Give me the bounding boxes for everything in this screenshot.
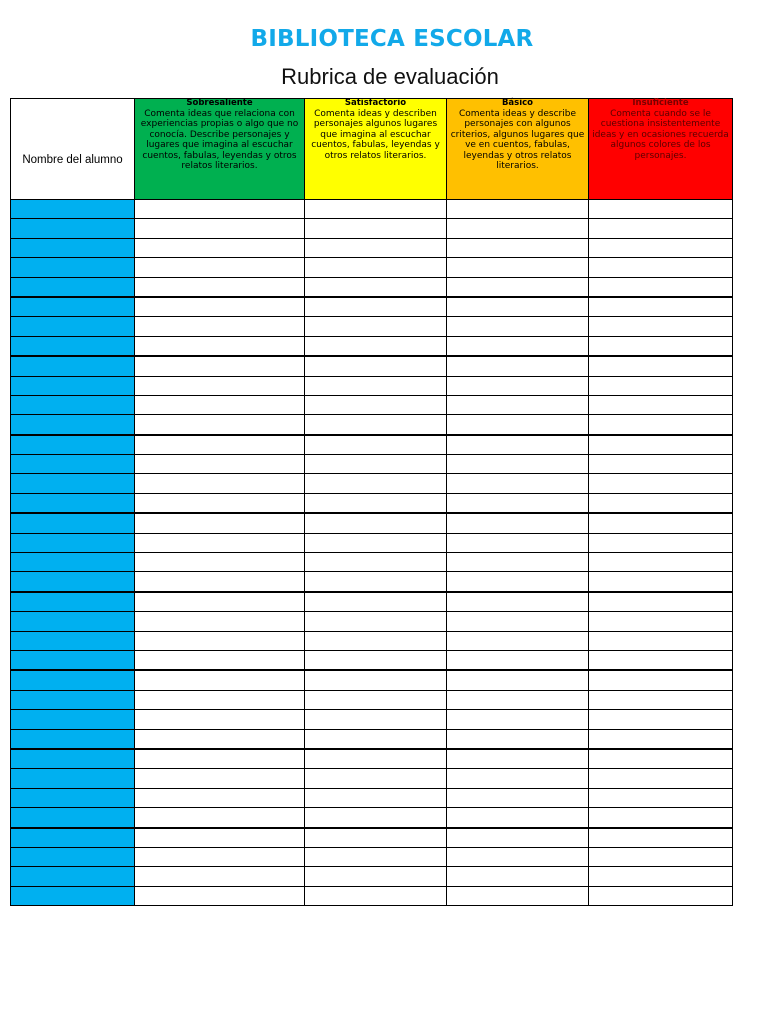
- student-row: [11, 729, 733, 749]
- student-row: [11, 867, 733, 886]
- level-description-satisfactorio: Comenta ideas y describen personajes algunos lugares que imagina al escuchar cuentos, fabulas, leyendas y otros relatos literarios.: [311, 108, 440, 161]
- evaluation-cell-sobresaliente[interactable]: [135, 238, 305, 257]
- rubric-body: [11, 200, 733, 906]
- evaluation-cell-basico[interactable]: [447, 710, 589, 729]
- evaluation-cell-insuficiente[interactable]: [589, 769, 733, 788]
- student-row: [11, 493, 733, 513]
- student-name-cell[interactable]: [11, 690, 135, 709]
- evaluation-cell-insuficiente[interactable]: [589, 455, 733, 474]
- evaluation-cell-insuficiente[interactable]: [589, 670, 733, 690]
- evaluation-cell-sobresaliente[interactable]: [135, 297, 305, 317]
- student-row: [11, 336, 733, 356]
- evaluation-cell-satisfactorio[interactable]: [305, 847, 447, 866]
- student-name-cell[interactable]: [11, 200, 135, 219]
- student-name-cell[interactable]: [11, 572, 135, 592]
- evaluation-cell-basico[interactable]: [447, 828, 589, 848]
- evaluation-cell-basico[interactable]: [447, 513, 589, 533]
- student-name-cell[interactable]: [11, 592, 135, 612]
- evaluation-cell-basico[interactable]: [447, 788, 589, 807]
- evaluation-cell-basico[interactable]: [447, 356, 589, 376]
- evaluation-cell-satisfactorio[interactable]: [305, 297, 447, 317]
- student-name-cell[interactable]: [11, 612, 135, 631]
- evaluation-cell-basico[interactable]: [447, 729, 589, 749]
- student-name-cell[interactable]: [11, 769, 135, 788]
- evaluation-cell-sobresaliente[interactable]: [135, 200, 305, 219]
- level-title-sobresaliente: Sobresaliente: [186, 98, 253, 108]
- evaluation-cell-basico[interactable]: [447, 297, 589, 317]
- evaluation-cell-insuficiente[interactable]: [589, 474, 733, 493]
- evaluation-cell-basico[interactable]: [447, 867, 589, 886]
- evaluation-cell-insuficiente[interactable]: [589, 297, 733, 317]
- evaluation-cell-satisfactorio[interactable]: [305, 631, 447, 650]
- student-name-cell[interactable]: [11, 749, 135, 769]
- evaluation-cell-satisfactorio[interactable]: [305, 455, 447, 474]
- student-name-cell[interactable]: [11, 828, 135, 848]
- evaluation-cell-sobresaliente[interactable]: [135, 572, 305, 592]
- student-name-cell[interactable]: [11, 238, 135, 257]
- evaluation-cell-insuficiente[interactable]: [589, 415, 733, 435]
- evaluation-cell-satisfactorio[interactable]: [305, 376, 447, 395]
- evaluation-cell-insuficiente[interactable]: [589, 592, 733, 612]
- evaluation-cell-insuficiente[interactable]: [589, 828, 733, 848]
- student-name-cell[interactable]: [11, 533, 135, 552]
- evaluation-cell-insuficiente[interactable]: [589, 650, 733, 670]
- evaluation-cell-insuficiente[interactable]: [589, 612, 733, 631]
- evaluation-cell-insuficiente[interactable]: [589, 258, 733, 277]
- student-name-cell[interactable]: [11, 336, 135, 356]
- student-row: [11, 650, 733, 670]
- student-name-cell[interactable]: [11, 435, 135, 455]
- evaluation-cell-sobresaliente[interactable]: [135, 533, 305, 552]
- evaluation-cell-satisfactorio[interactable]: [305, 592, 447, 612]
- student-name-cell[interactable]: [11, 867, 135, 886]
- evaluation-cell-satisfactorio[interactable]: [305, 493, 447, 513]
- level-title-insuficiente: Insuficiente: [632, 98, 689, 108]
- student-name-header: [11, 99, 135, 200]
- evaluation-cell-insuficiente[interactable]: [589, 513, 733, 533]
- evaluation-cell-sobresaliente[interactable]: [135, 435, 305, 455]
- student-row: [11, 572, 733, 592]
- evaluation-cell-insuficiente[interactable]: [589, 200, 733, 219]
- student-name-header-label: Nombre del alumno: [22, 154, 123, 167]
- student-name-cell[interactable]: [11, 297, 135, 317]
- evaluation-cell-satisfactorio[interactable]: [305, 788, 447, 807]
- evaluation-cell-satisfactorio[interactable]: [305, 808, 447, 828]
- evaluation-cell-sobresaliente[interactable]: [135, 612, 305, 631]
- student-row: [11, 670, 733, 690]
- evaluation-cell-insuficiente[interactable]: [589, 238, 733, 257]
- evaluation-cell-basico[interactable]: [447, 631, 589, 650]
- evaluation-cell-insuficiente[interactable]: [589, 788, 733, 807]
- evaluation-cell-basico[interactable]: [447, 572, 589, 592]
- evaluation-cell-satisfactorio[interactable]: [305, 317, 447, 336]
- evaluation-cell-sobresaliente[interactable]: [135, 376, 305, 395]
- evaluation-cell-sobresaliente[interactable]: [135, 808, 305, 828]
- level-title-basico: Básico: [501, 98, 534, 108]
- student-row: [11, 828, 733, 848]
- evaluation-cell-insuficiente[interactable]: [589, 493, 733, 513]
- evaluation-cell-basico[interactable]: [447, 533, 589, 552]
- evaluation-cell-sobresaliente[interactable]: [135, 867, 305, 886]
- evaluation-cell-basico[interactable]: [447, 238, 589, 257]
- evaluation-cell-basico[interactable]: [447, 336, 589, 356]
- evaluation-cell-basico[interactable]: [447, 612, 589, 631]
- student-name-cell[interactable]: [11, 650, 135, 670]
- evaluation-cell-satisfactorio[interactable]: [305, 612, 447, 631]
- evaluation-cell-insuficiente[interactable]: [589, 277, 733, 297]
- level-title-satisfactorio: Satisfactorio: [344, 98, 407, 108]
- evaluation-cell-insuficiente[interactable]: [589, 729, 733, 749]
- evaluation-cell-basico[interactable]: [447, 650, 589, 670]
- evaluation-cell-satisfactorio[interactable]: [305, 356, 447, 376]
- student-row: [11, 356, 733, 376]
- evaluation-cell-satisfactorio[interactable]: [305, 435, 447, 455]
- student-name-cell[interactable]: [11, 886, 135, 905]
- student-name-cell[interactable]: [11, 493, 135, 513]
- evaluation-cell-satisfactorio[interactable]: [305, 886, 447, 905]
- student-name-cell[interactable]: [11, 474, 135, 493]
- evaluation-cell-sobresaliente[interactable]: [135, 219, 305, 238]
- evaluation-cell-insuficiente[interactable]: [589, 867, 733, 886]
- evaluation-cell-insuficiente[interactable]: [589, 395, 733, 414]
- level-description-basico: Comenta ideas y describe personajes con algunos criterios, algunos lugares que ve en cuentos, fabulas, leyendas y otros relatos literarios.: [450, 108, 585, 172]
- level-description-sobresaliente: Comenta ideas que relaciona con experiencias propias o algo que no conocía. Describe personajes y lugares que imagina al escuchar cuentos, fabulas, leyendas y otros relatos literarios.: [140, 108, 299, 172]
- evaluation-cell-sobresaliente[interactable]: [135, 553, 305, 572]
- evaluation-cell-basico[interactable]: [447, 592, 589, 612]
- evaluation-cell-insuficiente[interactable]: [589, 749, 733, 769]
- student-row: [11, 631, 733, 650]
- student-name-cell[interactable]: [11, 553, 135, 572]
- evaluation-cell-basico[interactable]: [447, 690, 589, 709]
- evaluation-cell-satisfactorio[interactable]: [305, 415, 447, 435]
- student-row: [11, 238, 733, 257]
- evaluation-cell-satisfactorio[interactable]: [305, 200, 447, 219]
- student-row: [11, 553, 733, 572]
- student-name-cell[interactable]: [11, 631, 135, 650]
- student-row: [11, 258, 733, 277]
- evaluation-cell-basico[interactable]: [447, 493, 589, 513]
- evaluation-cell-sobresaliente[interactable]: [135, 670, 305, 690]
- evaluation-cell-sobresaliente[interactable]: [135, 828, 305, 848]
- student-row: [11, 769, 733, 788]
- evaluation-cell-sobresaliente[interactable]: [135, 749, 305, 769]
- student-row: [11, 200, 733, 219]
- evaluation-cell-basico[interactable]: [447, 769, 589, 788]
- student-name-cell[interactable]: [11, 376, 135, 395]
- student-row: [11, 277, 733, 297]
- evaluation-cell-insuficiente[interactable]: [589, 336, 733, 356]
- student-row: [11, 690, 733, 709]
- student-name-cell[interactable]: [11, 710, 135, 729]
- evaluation-cell-satisfactorio[interactable]: [305, 769, 447, 788]
- student-name-cell[interactable]: [11, 788, 135, 807]
- evaluation-cell-insuficiente[interactable]: [589, 553, 733, 572]
- evaluation-cell-basico[interactable]: [447, 415, 589, 435]
- evaluation-cell-insuficiente[interactable]: [589, 886, 733, 905]
- student-name-cell[interactable]: [11, 277, 135, 297]
- evaluation-cell-sobresaliente[interactable]: [135, 769, 305, 788]
- student-row: [11, 592, 733, 612]
- evaluation-cell-sobresaliente[interactable]: [135, 729, 305, 749]
- student-row: [11, 219, 733, 238]
- evaluation-cell-insuficiente[interactable]: [589, 376, 733, 395]
- evaluation-cell-sobresaliente[interactable]: [135, 317, 305, 336]
- level-header-basico: [447, 99, 589, 200]
- evaluation-cell-satisfactorio[interactable]: [305, 749, 447, 769]
- evaluation-cell-satisfactorio[interactable]: [305, 336, 447, 356]
- evaluation-cell-satisfactorio[interactable]: [305, 710, 447, 729]
- evaluation-cell-satisfactorio[interactable]: [305, 474, 447, 493]
- student-row: [11, 297, 733, 317]
- student-name-cell[interactable]: [11, 670, 135, 690]
- evaluation-cell-sobresaliente[interactable]: [135, 474, 305, 493]
- evaluation-cell-basico[interactable]: [447, 219, 589, 238]
- student-name-cell[interactable]: [11, 455, 135, 474]
- evaluation-cell-basico[interactable]: [447, 455, 589, 474]
- evaluation-cell-sobresaliente[interactable]: [135, 710, 305, 729]
- student-name-cell[interactable]: [11, 415, 135, 435]
- student-row: [11, 395, 733, 414]
- evaluation-cell-sobresaliente[interactable]: [135, 690, 305, 709]
- evaluation-cell-basico[interactable]: [447, 474, 589, 493]
- evaluation-cell-basico[interactable]: [447, 886, 589, 905]
- evaluation-cell-insuficiente[interactable]: [589, 533, 733, 552]
- student-row: [11, 474, 733, 493]
- evaluation-cell-satisfactorio[interactable]: [305, 258, 447, 277]
- evaluation-cell-basico[interactable]: [447, 435, 589, 455]
- evaluation-cell-basico[interactable]: [447, 376, 589, 395]
- evaluation-cell-sobresaliente[interactable]: [135, 886, 305, 905]
- page-title: BIBLIOTECA ESCOLAR: [250, 26, 534, 52]
- evaluation-cell-insuficiente[interactable]: [589, 435, 733, 455]
- student-row: [11, 513, 733, 533]
- student-name-cell[interactable]: [11, 513, 135, 533]
- evaluation-cell-satisfactorio[interactable]: [305, 277, 447, 297]
- student-row: [11, 749, 733, 769]
- evaluation-cell-insuficiente[interactable]: [589, 572, 733, 592]
- evaluation-cell-sobresaliente[interactable]: [135, 277, 305, 297]
- student-name-cell[interactable]: [11, 395, 135, 414]
- evaluation-cell-sobresaliente[interactable]: [135, 395, 305, 414]
- student-row: [11, 710, 733, 729]
- evaluation-cell-insuficiente[interactable]: [589, 219, 733, 238]
- student-row: [11, 317, 733, 336]
- evaluation-cell-satisfactorio[interactable]: [305, 533, 447, 552]
- level-header-sobresaliente: [135, 99, 305, 200]
- evaluation-cell-satisfactorio[interactable]: [305, 690, 447, 709]
- evaluation-cell-insuficiente[interactable]: [589, 356, 733, 376]
- evaluation-cell-satisfactorio[interactable]: [305, 553, 447, 572]
- student-row: [11, 612, 733, 631]
- student-row: [11, 376, 733, 395]
- evaluation-cell-basico[interactable]: [447, 395, 589, 414]
- evaluation-cell-sobresaliente[interactable]: [135, 415, 305, 435]
- evaluation-cell-basico[interactable]: [447, 317, 589, 336]
- student-name-cell[interactable]: [11, 219, 135, 238]
- level-description-insuficiente: Comenta cuando se le cuestiona insistentemente ideas y en ocasiones recuerda algunos colores de los personajes.: [592, 108, 729, 161]
- evaluation-cell-basico[interactable]: [447, 847, 589, 866]
- student-name-cell[interactable]: [11, 317, 135, 336]
- evaluation-cell-basico[interactable]: [447, 553, 589, 572]
- page-subtitle: Rubrica de evaluación: [281, 64, 499, 89]
- student-row: [11, 886, 733, 905]
- evaluation-cell-sobresaliente[interactable]: [135, 493, 305, 513]
- evaluation-cell-satisfactorio[interactable]: [305, 572, 447, 592]
- evaluation-cell-sobresaliente[interactable]: [135, 258, 305, 277]
- evaluation-cell-insuficiente[interactable]: [589, 808, 733, 828]
- student-row: [11, 455, 733, 474]
- evaluation-cell-sobresaliente[interactable]: [135, 592, 305, 612]
- evaluation-cell-insuficiente[interactable]: [589, 317, 733, 336]
- evaluation-cell-basico[interactable]: [447, 749, 589, 769]
- evaluation-cell-insuficiente[interactable]: [589, 710, 733, 729]
- evaluation-cell-satisfactorio[interactable]: [305, 395, 447, 414]
- rubric-table: [10, 98, 733, 906]
- evaluation-cell-satisfactorio[interactable]: [305, 513, 447, 533]
- evaluation-cell-basico[interactable]: [447, 200, 589, 219]
- level-header-satisfactorio: [305, 99, 447, 200]
- student-name-cell[interactable]: [11, 847, 135, 866]
- evaluation-cell-basico[interactable]: [447, 808, 589, 828]
- evaluation-cell-satisfactorio[interactable]: [305, 650, 447, 670]
- evaluation-cell-sobresaliente[interactable]: [135, 336, 305, 356]
- evaluation-cell-satisfactorio[interactable]: [305, 219, 447, 238]
- evaluation-cell-insuficiente[interactable]: [589, 631, 733, 650]
- student-name-cell[interactable]: [11, 258, 135, 277]
- evaluation-cell-satisfactorio[interactable]: [305, 828, 447, 848]
- evaluation-cell-sobresaliente[interactable]: [135, 356, 305, 376]
- rubric-header-row: [11, 99, 733, 200]
- evaluation-cell-insuficiente[interactable]: [589, 690, 733, 709]
- evaluation-cell-satisfactorio[interactable]: [305, 867, 447, 886]
- student-row: [11, 788, 733, 807]
- evaluation-cell-sobresaliente[interactable]: [135, 513, 305, 533]
- student-name-cell[interactable]: [11, 356, 135, 376]
- student-name-cell[interactable]: [11, 729, 135, 749]
- evaluation-cell-basico[interactable]: [447, 670, 589, 690]
- student-row: [11, 435, 733, 455]
- student-row: [11, 847, 733, 866]
- evaluation-cell-basico[interactable]: [447, 277, 589, 297]
- level-header-insuficiente: [589, 99, 733, 200]
- evaluation-cell-sobresaliente[interactable]: [135, 847, 305, 866]
- evaluation-cell-basico[interactable]: [447, 258, 589, 277]
- student-row: [11, 415, 733, 435]
- student-name-cell[interactable]: [11, 808, 135, 828]
- student-row: [11, 808, 733, 828]
- evaluation-cell-sobresaliente[interactable]: [135, 455, 305, 474]
- evaluation-cell-satisfactorio[interactable]: [305, 670, 447, 690]
- evaluation-cell-sobresaliente[interactable]: [135, 631, 305, 650]
- student-row: [11, 533, 733, 552]
- evaluation-cell-sobresaliente[interactable]: [135, 650, 305, 670]
- evaluation-cell-satisfactorio[interactable]: [305, 238, 447, 257]
- evaluation-cell-insuficiente[interactable]: [589, 847, 733, 866]
- evaluation-cell-sobresaliente[interactable]: [135, 788, 305, 807]
- evaluation-cell-satisfactorio[interactable]: [305, 729, 447, 749]
